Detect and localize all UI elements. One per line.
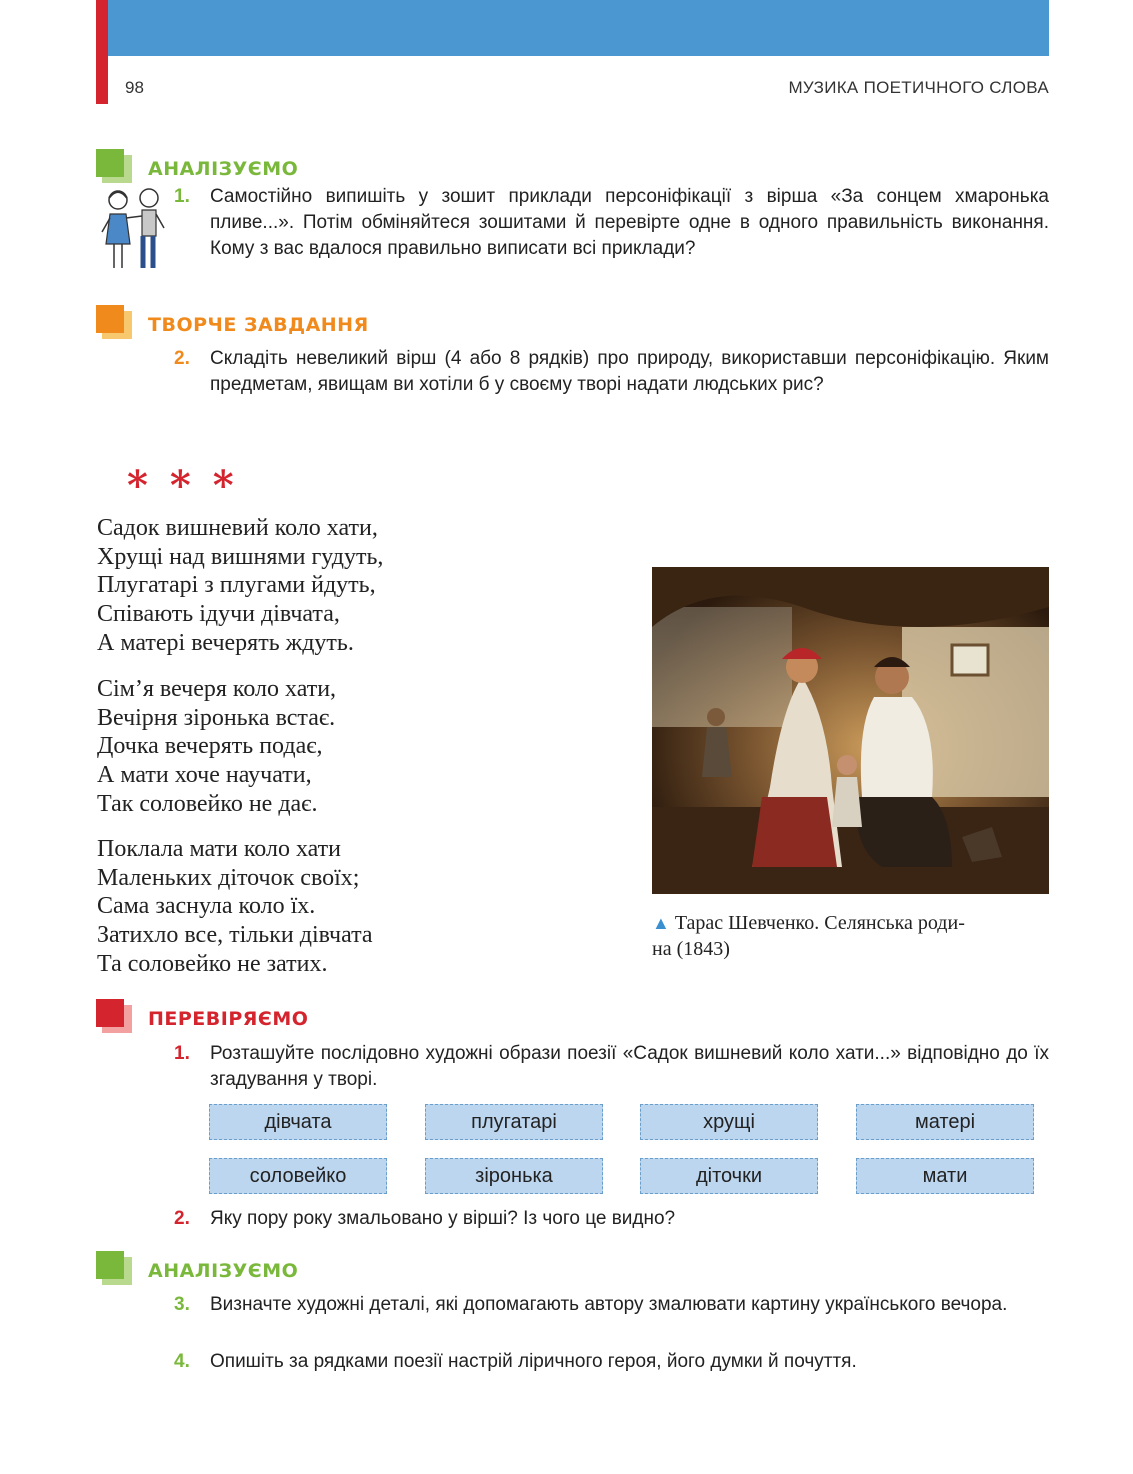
task-text: Опишіть за рядками поезії настрій ліричного героя, його думки й почуття. — [210, 1351, 857, 1372]
poem-line: Садок вишневий коло хати, — [97, 515, 378, 541]
poem-line: Плугатарі з плугами йдуть, — [97, 572, 376, 599]
caption-line: на (1843) — [652, 938, 730, 960]
word-card[interactable]: зіронька — [425, 1158, 603, 1194]
task-number: 1. — [174, 1043, 190, 1064]
poem-asterisks: * * * — [127, 462, 238, 509]
poem-line: А матері вечерять ждуть. — [97, 629, 354, 656]
poem-line: Затихло все, тільки дівчата — [97, 922, 373, 949]
task-item — [174, 346, 1049, 398]
poem-line: Сама заснула коло їх. — [97, 893, 316, 920]
word-card[interactable]: хрущі — [640, 1104, 818, 1140]
caption-line: Тарас Шевченко. Селянська роди- — [674, 912, 965, 934]
painting-caption — [652, 910, 1049, 962]
section-title-analyze: АНАЛІЗУЄМО — [148, 1260, 299, 1282]
word-card[interactable]: діточки — [640, 1158, 818, 1194]
task-text: Самостійно випишіть у зошит приклади персоніфікації з вірша «За сонцем хмаронька пливе...». Потім обміняйтеся зошитами й перевірте одне в одного правильність виконання. Кому з вас вдалося правильно виписати всі приклади? — [210, 186, 1049, 259]
children-illustration-icon — [98, 186, 170, 272]
top-color-band — [108, 0, 1049, 56]
task-item — [174, 1206, 1049, 1232]
triangle-marker-icon: ▲ — [652, 913, 670, 933]
poem-line: Хрущі над вишнями гудуть, — [97, 543, 384, 570]
task-item — [174, 184, 1049, 262]
poem-line: Вечірня зіронька встає. — [97, 704, 336, 731]
word-card[interactable]: дівчата — [209, 1104, 387, 1140]
task-text: Яку пору року змальовано у вірші? Із чого це видно? — [210, 1208, 676, 1229]
task-number: 1. — [174, 186, 190, 207]
section-square-icon — [96, 1251, 132, 1285]
word-card[interactable]: плугатарі — [425, 1104, 603, 1140]
poem-line: А мати хоче научати, — [97, 762, 312, 789]
poem-line: Поклала мати коло хати — [97, 836, 341, 862]
word-card[interactable]: соловейко — [209, 1158, 387, 1194]
poem-line: Дочка вечерять подає, — [97, 733, 323, 760]
page-edge-marker — [96, 0, 108, 104]
poem-stanza — [97, 514, 383, 658]
poem-line: Маленьких діточок своїх; — [97, 864, 360, 891]
task-text: Визначте художні деталі, які допомагають автору змалювати картину українського вечора. — [210, 1294, 1008, 1315]
section-title-check: ПЕРЕВІРЯЄМО — [148, 1008, 309, 1030]
poem-stanza — [97, 675, 336, 819]
running-head: МУЗИКА ПОЕТИЧНОГО СЛОВА — [788, 78, 1049, 97]
task-item — [174, 1292, 1049, 1318]
word-card[interactable]: мати — [856, 1158, 1034, 1194]
section-title-creative: ТВОРЧЕ ЗАВДАННЯ — [148, 314, 369, 336]
task-item — [174, 1349, 1049, 1375]
section-square-icon — [96, 149, 132, 183]
painting-image — [652, 567, 1049, 894]
poem-line: Співають ідучи дівчата, — [97, 601, 340, 628]
poem-line: Та соловейко не затих. — [97, 950, 328, 977]
section-square-icon — [96, 999, 132, 1033]
section-square-icon — [96, 305, 132, 339]
poem-line: Так соловейко не дає. — [97, 790, 318, 817]
task-text: Складіть невеликий вірш (4 або 8 рядків) про природу, використавши персоніфікацію. Яким предметам, явищам ви хотіли б у своєму творі надати людських рис? — [210, 348, 1049, 395]
task-number: 2. — [174, 1208, 190, 1229]
poem-line: Сім’я вечеря коло хати, — [97, 676, 337, 702]
section-title-analyze: АНАЛІЗУЄМО — [148, 158, 299, 180]
task-item — [174, 1041, 1049, 1093]
task-number: 2. — [174, 348, 190, 369]
poem-stanza — [97, 835, 373, 979]
task-number: 4. — [174, 1351, 190, 1372]
word-card[interactable]: матері — [856, 1104, 1034, 1140]
page-number: 98 — [125, 78, 144, 97]
task-number: 3. — [174, 1294, 190, 1315]
task-text: Розташуйте послідовно художні образи поезії «Садок вишневий коло хати...» відповідно до їх згадування у творі. — [210, 1043, 1049, 1090]
